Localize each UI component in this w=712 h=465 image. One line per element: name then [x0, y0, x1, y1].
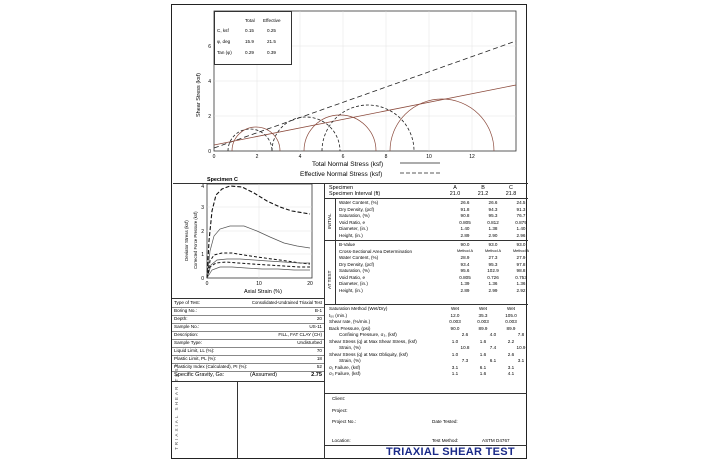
table-row [325, 242, 528, 247]
cell: 6.1 [479, 364, 487, 370]
row-label: Specimen Interval (ft) [329, 191, 381, 197]
x-tick: 8 [384, 154, 388, 160]
row-label: Void Ratio, e [339, 274, 366, 280]
cell: 1.38 [488, 226, 498, 231]
cell: 21.8 [505, 191, 517, 197]
legend-row-label: Tan (φ) [217, 50, 232, 55]
ss-grid [207, 184, 312, 278]
cell: 95.3 [488, 213, 498, 218]
cell: 0.753 [515, 274, 527, 280]
info-label: Sample No.: [174, 324, 200, 329]
y-tick: 4 [208, 79, 211, 85]
cell: 2.2 [507, 338, 515, 344]
row-label: t₅₀ (min.) [329, 312, 348, 318]
row-label: Cross-Sectional Area Determination [339, 248, 413, 254]
info-label: Liquid Limit, LL (%): [174, 348, 215, 353]
client-label: Client: [332, 396, 346, 401]
row-label: Back Pressure, (psi) [329, 325, 371, 331]
row-label: Strain, (%) [339, 358, 361, 363]
row-label: Diameter, (in.) [339, 281, 368, 286]
row-label: Diameter, (in.) [339, 226, 368, 231]
legend-row-total: 0.29 [245, 50, 254, 55]
test-method-value: ASTM D4767 [482, 438, 510, 443]
mohr-y-ticks [208, 44, 211, 155]
project-no-label: Project No.: [332, 419, 356, 424]
cell: 89.9 [506, 325, 516, 331]
legend-header-effective: Effective [263, 18, 281, 23]
cell: 4.0 [489, 332, 497, 337]
table-row [325, 332, 528, 337]
cell: 3.1 [507, 364, 515, 370]
y-tick: 2 [201, 229, 204, 235]
x-tick: 10 [256, 281, 262, 287]
table-row [325, 352, 528, 357]
cell: Wet [450, 306, 460, 311]
table-row [325, 358, 528, 363]
cell: 0.812 [487, 219, 499, 225]
cell: 93.4 [460, 261, 470, 267]
info-value: 70 [316, 348, 322, 353]
cell: 24.5 [516, 200, 526, 205]
table-row [325, 319, 528, 324]
row-label: Confining Pressure, σ₃, (ksf) [339, 332, 397, 337]
cell: 1.0 [451, 351, 459, 357]
info-label: Description: [174, 332, 199, 337]
cell: 1.40 [516, 226, 526, 231]
stress-strain-title: Specimen C [207, 177, 238, 183]
cell: B [481, 185, 485, 191]
cell: 3.1 [451, 364, 459, 370]
info-value: 2.75 [311, 372, 322, 378]
table-row [325, 268, 528, 273]
info-label: Plastic Limit, PL (%): [174, 356, 217, 361]
table-row [325, 306, 528, 311]
table-row [325, 365, 528, 370]
info-row [172, 308, 324, 313]
cell: 76.7 [516, 213, 526, 218]
cell: 1.36 [516, 281, 526, 286]
row-label: Water Content, (%) [339, 255, 379, 260]
x-tick: 0 [212, 154, 216, 160]
row-label: Water Content, (%) [339, 200, 379, 205]
info-row [172, 316, 324, 321]
curve-b-dashed [207, 253, 310, 278]
cell: 2.89 [460, 287, 470, 293]
info-value: 18 [316, 356, 322, 361]
table-row [325, 345, 528, 350]
table-row [325, 339, 528, 344]
row-label: σ₁ Failure, (ksf) [329, 364, 361, 370]
legend-row-effective: 21.5 [267, 39, 276, 44]
row-label: Shear Stress (q) at Max Obliquity, (ksf) [329, 351, 408, 357]
row-label: Strain, (%) [339, 345, 361, 350]
cell: 7.8 [517, 332, 525, 337]
row-label: Shear Stress (q) at Max Shear Stress, (ksf) [329, 338, 417, 344]
cell: Method A [512, 248, 530, 253]
row-label: B-Value [339, 242, 356, 247]
table-row [325, 220, 528, 225]
row-label: Shear rate, (%/min.) [329, 319, 371, 324]
cell: 4.1 [507, 371, 515, 376]
cell: 0.003 [449, 319, 461, 324]
cell: 94.3 [488, 206, 498, 212]
cell: Method A [484, 248, 502, 253]
y-tick: 2 [208, 114, 211, 120]
cell: Wet [478, 306, 488, 311]
row-label: Saturation, (%) [339, 213, 370, 218]
legend-row-label: φ, deg [217, 39, 231, 44]
cell: 1.6 [479, 351, 487, 357]
mohr-x-ticks [213, 154, 475, 160]
cell: 6.1 [489, 358, 497, 363]
ss-ylabel: Deviator Stress (ksf) [184, 220, 189, 261]
cell: 90.0 [460, 242, 470, 247]
ss-xlabel: Axial Strain (%) [244, 289, 282, 295]
cell: 91.8 [460, 206, 470, 212]
cell: 0.805 [459, 219, 471, 225]
cell: 26.6 [460, 200, 470, 205]
info-label: Type of Test: [174, 300, 200, 305]
cell: C [509, 185, 513, 191]
info-row [172, 364, 324, 369]
cell: 0.003 [505, 319, 517, 324]
table-row [325, 191, 528, 197]
cell: 21.2 [477, 191, 489, 197]
table-row [325, 275, 528, 280]
legend-header-total: Total [245, 18, 255, 23]
y-tick: 3 [201, 205, 204, 211]
info-row [172, 373, 324, 378]
x-tick: 6 [341, 154, 345, 160]
cell: 10.9 [516, 345, 526, 350]
legend-row-effective: 0.25 [267, 28, 276, 33]
info-value: FILL, FAT CLAY (CH) [278, 332, 322, 337]
initial-group-label: INITIAL [327, 213, 332, 229]
cell: 1.0 [451, 338, 459, 344]
info-row [172, 332, 324, 337]
mohr-ylabel: Shear Stress (ksf) [196, 72, 202, 117]
cell: 2.90 [488, 232, 498, 238]
info-label: Depth: [174, 316, 188, 321]
info-value: Undisturbed [297, 340, 322, 345]
cell: 90.0 [450, 325, 460, 331]
table-row [325, 226, 528, 231]
y-tick: 0 [201, 276, 204, 282]
cell: 0.726 [487, 274, 499, 280]
legend-row-effective: 0.39 [267, 50, 276, 55]
table-row [325, 288, 528, 293]
cell: 89.9 [478, 325, 488, 331]
cell: 2.6 [507, 351, 515, 357]
info-row [172, 356, 324, 361]
cell: 21.0 [449, 191, 461, 197]
cell: 2.96 [516, 232, 526, 238]
project-label: Project: [332, 408, 348, 413]
cell: 90.8 [460, 213, 470, 218]
row-label: Dry Density, (pcf) [339, 261, 375, 267]
date-tested-label: Date Tested: [432, 419, 458, 424]
row-label: Height, (in.) [339, 287, 363, 293]
specimen-table [324, 183, 528, 393]
info-label: Plasticity Index (Calculated), PI (%): [174, 364, 248, 369]
cell: 2.89 [460, 232, 470, 238]
row-label: Saturation, (%) [339, 268, 370, 273]
cell: 7.4 [489, 345, 497, 350]
table-row [325, 326, 528, 331]
footer-title: TRIAXIAL SHEAR TEST [386, 446, 515, 458]
legend-row-total: 0.15 [245, 28, 254, 33]
info-note: (Assumed) [250, 372, 278, 378]
stress-strain-plot [172, 181, 324, 299]
test-method-label: Test Method: [432, 438, 459, 443]
table-row [325, 371, 528, 376]
table-row [325, 207, 528, 212]
table-row [325, 262, 528, 267]
cell: 0.879 [515, 219, 527, 225]
at-test-group-label: AT TEST [327, 270, 332, 289]
cell: 97.8 [516, 261, 526, 267]
cell: 1.1 [451, 371, 459, 376]
sample-info-table [172, 298, 324, 388]
cell: 95.3 [488, 261, 498, 267]
ss-x-ticks [206, 281, 313, 287]
table-row [325, 200, 528, 205]
cell: 27.9 [516, 255, 526, 260]
info-label: Specific Gravity, Gs: [174, 372, 225, 378]
ss-y-ticks [201, 184, 204, 282]
cell: 2.92 [516, 287, 526, 293]
effective-envelope-line [214, 85, 516, 145]
x-tick: 20 [307, 281, 313, 287]
x-tick: 0 [205, 281, 209, 287]
cell: 95.6 [460, 268, 470, 273]
row-label: Height, (in.) [339, 232, 363, 238]
y-tick: 4 [201, 184, 204, 190]
info-value: Consolidated-Undrained Triaxial Test [251, 300, 322, 305]
report-sheet [171, 4, 530, 459]
table-row [325, 213, 528, 218]
cell: 27.3 [488, 255, 498, 260]
cell: 0.003 [477, 319, 489, 324]
table-row [325, 233, 528, 238]
cell: 0.805 [459, 274, 471, 280]
cell: 1.39 [460, 281, 470, 286]
cell: 93.0 [516, 242, 526, 247]
cell: 35.3 [478, 312, 488, 318]
table-row [325, 281, 528, 286]
cell: Wet [506, 306, 516, 311]
table-row [325, 255, 528, 260]
row-label: Void Ratio, e [339, 219, 366, 225]
cell: 1.36 [488, 281, 498, 286]
info-value: 20 [316, 316, 322, 321]
info-row [172, 348, 324, 353]
info-row [172, 340, 324, 345]
cell: 2.6 [461, 332, 469, 337]
strength-legend [214, 11, 292, 65]
info-value: US-11 [309, 324, 322, 329]
y-tick: 1 [201, 252, 204, 258]
x-tick: 12 [469, 154, 475, 160]
legend-row-total: 15.9 [245, 39, 254, 44]
table-row [325, 313, 528, 318]
row-label: Saturation Method (Wet/Dry) [329, 306, 388, 311]
side-strip-text: TRIAXIAL SHEAR TEST [174, 361, 179, 450]
legend-row-label: C, ksf [217, 28, 229, 33]
cell: 26.6 [488, 200, 498, 205]
x-tick: 10 [426, 154, 432, 160]
project-block [324, 393, 527, 459]
cell: A [453, 185, 457, 191]
row-label: σ₃ Failure, (ksf) [329, 371, 361, 376]
x-tick: 2 [255, 154, 259, 160]
cell: 7.3 [461, 358, 469, 363]
y-tick: 6 [208, 44, 211, 50]
row-label: Specimen [329, 185, 353, 191]
cell: 1.40 [460, 226, 470, 231]
row-label: Dry Density, (pcf) [339, 206, 375, 212]
cell: Method A [456, 248, 474, 253]
cell: 12.0 [450, 312, 460, 318]
cell: 98.8 [516, 268, 526, 273]
cell: 1.6 [479, 371, 487, 376]
curve-a-effective [207, 267, 310, 278]
cell: 102.9 [487, 268, 499, 273]
ss-ylabel2: Corrected Force Pressure (ksf) [193, 211, 198, 269]
cell: 2.99 [488, 287, 498, 293]
cell: 1.6 [479, 338, 487, 344]
y-tick: 0 [208, 149, 211, 155]
info-row [172, 300, 324, 305]
cell: 93.0 [488, 242, 498, 247]
info-label: Sample Type: [174, 340, 203, 345]
effective-circle-b [304, 115, 376, 151]
mohr-xlabel-effective: Effective Normal Stress (ksf) [300, 171, 383, 178]
mohr-xlabel-total: Total Normal Stress (ksf) [312, 161, 384, 168]
cell: 28.9 [460, 255, 470, 260]
cell: 3.1 [517, 358, 525, 363]
x-tick: 4 [298, 154, 302, 160]
info-value: 52 [316, 364, 322, 369]
table-row [325, 249, 528, 254]
info-value: B-1 [314, 308, 322, 313]
cell: 91.3 [516, 206, 526, 212]
location-label: Location: [332, 438, 351, 443]
cell: 10.8 [460, 345, 470, 350]
info-label: Boring No.: [174, 308, 197, 313]
info-row [172, 324, 324, 329]
cell: 105.0 [505, 312, 517, 318]
